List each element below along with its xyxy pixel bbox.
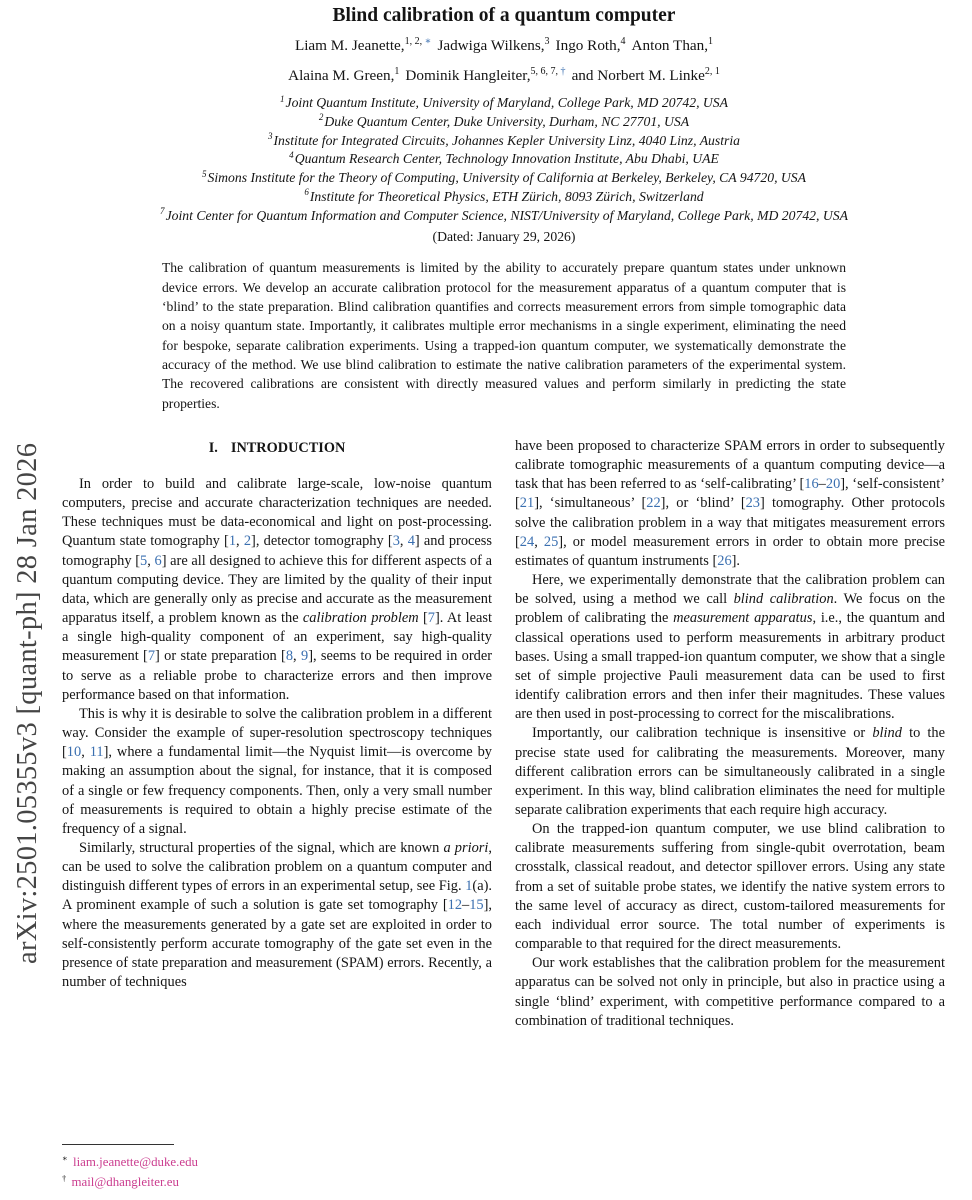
affiliation-number: 3 <box>267 131 273 142</box>
citation-link[interactable]: 9 <box>300 648 309 665</box>
paragraph: On the trapped-ion quantum computer, we use blind calibration to calibrate measurements suffering from single-qubit overrotation, beam crosstalk, classical readout, and detector spillover errors. Using any state from a set of suitable probe states, we identify the native system errors to the same level of accuracy as direct, custom-tailored measurements for each individual error source. The total number of experiments is comparable to that required for the direct measurements. <box>515 821 945 953</box>
affiliation-text: Institute for Theoretical Physics, ETH Zürich, 8093 Zürich, Switzerland <box>309 188 704 204</box>
affiliation <box>62 113 946 132</box>
affiliation <box>62 207 946 226</box>
author <box>295 37 432 54</box>
author-superscript: 1 <box>394 65 400 77</box>
citation-link[interactable]: 5 <box>140 552 148 569</box>
author-name: Alaina M. Green, <box>288 67 395 85</box>
author <box>632 37 714 54</box>
affiliation <box>62 94 946 113</box>
section-heading <box>62 439 492 458</box>
affiliation-text: Institute for Integrated Circuits, Johannes Kepler University Linz, 4040 Linz, Austria <box>273 132 741 148</box>
citation-link[interactable]: 1 <box>465 878 473 895</box>
author-name: Anton Than, <box>631 37 709 54</box>
affiliation-text: Simons Institute for the Theory of Computing, University of California at Berkeley, Berkeley, CA 94720, USA <box>207 170 806 186</box>
citation-link[interactable]: 21 <box>519 495 535 512</box>
footnote-symbol: † <box>62 1172 67 1183</box>
footnote <box>62 1152 492 1172</box>
citation-link[interactable]: 6 <box>154 552 162 569</box>
author-superscript: 1, 2, ∗ <box>404 35 432 47</box>
citation-link[interactable]: 7 <box>147 648 156 665</box>
citation-link[interactable]: 1 <box>228 533 237 550</box>
right-column <box>515 437 945 1192</box>
author-superscript: 5, 6, 7, † <box>530 65 566 77</box>
affiliation-number: 1 <box>279 93 285 104</box>
citation-link[interactable]: 2 <box>243 533 252 550</box>
author <box>288 67 399 84</box>
citation-link[interactable]: 3 <box>392 533 400 550</box>
paper-content <box>62 0 946 1189</box>
affiliation-text: Joint Quantum Institute, University of Maryland, College Park, MD 20742, USA <box>285 95 728 111</box>
citation-link[interactable]: 20 <box>825 476 841 493</box>
footnotes <box>62 1144 492 1192</box>
affiliation <box>62 188 946 207</box>
author-line-1 <box>62 35 946 57</box>
affiliation-number: 4 <box>289 149 294 160</box>
author-superscript: 1 <box>708 35 714 47</box>
affiliation-text: Quantum Research Center, Technology Innovation Institute, Abu Dhabi, UAE <box>294 151 719 167</box>
author-name: and Norbert M. Linke <box>571 67 705 85</box>
author <box>556 37 626 54</box>
author-superscript: 3 <box>544 35 550 47</box>
citation-link[interactable]: 7 <box>427 610 435 627</box>
citation-link[interactable]: 22 <box>646 495 661 512</box>
paragraph: This is why it is desirable to solve the calibration problem in a different way. Consider the example of super-resolution spectroscopy techniques [10, 11], where a fundamental limit—the Nyquist limit—is overcome by making an assumption about the signal, for instance, that it is composed of a single or few frequency components. Then, only a very small number of measurements is required to obtain a highly precise estimate of the frequency of a signal. <box>62 705 492 837</box>
paragraph: In order to build and calibrate large-scale, low-noise quantum computers, precise and accurate characterization techniques are needed. These techniques must be data-economical and light on post-processing. Quantum state tomography [1, 2], detector tomography [3, 4] and process tomography [5, 6] are all designed to achieve this for different aspects of a quantum computing device. They are limited by the quality of their input data, which are generally only as precise and accurate as the measurement apparatus itself, a problem known as the calibration problem [7]. At least a single high-quality component of an experiment, say high-quality measurement [7] or state preparation [8, 9], seems to be required in order to serve as a reliable probe to characterize errors and then improve performance based on that information. <box>62 476 493 703</box>
citation-link[interactable]: 12 <box>447 897 463 914</box>
author-line-2 <box>62 65 946 87</box>
citation-link[interactable]: 26 <box>717 552 732 569</box>
affiliation-number: 2 <box>318 112 324 123</box>
citation-link[interactable]: 24 <box>519 533 535 550</box>
paragraph: Similarly, structural properties of the signal, which are known a priori, can be used to solve the calibration problem on a quantum computer and distinguish different types of errors in an experimental setup, see Fig. 1(a). A prominent example of such a solution is gate set tomography [12–15], where the measurements generated by a gate set are exploited in order to self-consistently perform accurate tomography of the gate set even in the presence of state preparation and measurement (SPAM) errors. Recently, a number of techniques <box>62 839 492 991</box>
citation-link[interactable]: 25 <box>543 533 559 550</box>
author <box>572 67 720 84</box>
author-name: Jadwiga Wilkens, <box>437 37 545 54</box>
author-name: Dominik Hangleiter, <box>405 67 531 85</box>
footnote-marker-link[interactable]: ∗ <box>422 35 432 47</box>
affiliation-number: 5 <box>201 168 207 179</box>
author <box>437 37 549 54</box>
footnote-rule <box>62 1144 174 1145</box>
citation-link[interactable]: 16 <box>804 476 819 493</box>
citation-link[interactable]: 15 <box>469 897 484 914</box>
paragraph: Importantly, our calibration technique is insensitive or blind to the precise state used for calibrating the measurements. Moreover, many different calibration errors can be simultaneously calibrated in a single experiment. In this way, blind calibration eliminates the need for multiple separate calibration experiments that each require high accuracy. <box>515 725 945 818</box>
paper-title: Blind calibration of a quantum computer <box>332 5 676 26</box>
affiliation-number: 7 <box>160 206 165 217</box>
section-title: INTRODUCTION <box>230 440 346 456</box>
paragraph: have been proposed to characterize SPAM errors in order to subsequently calibrate tomographic measurements of a quantum computing device—a task that has been referred to as ‘self-calibrating’ [16–20], ‘self-consistent’ [21], ‘simultaneous’ [22], or ‘blind’ [23] tomography. Other protocols solve the calibration problem in a way that mitigates measurement errors [24, 25], or model measurement errors in order to obtain more precise estimates of quantum instruments [26]. <box>515 438 945 569</box>
footnote-list <box>62 1152 492 1192</box>
citation-link[interactable]: 4 <box>407 533 415 550</box>
author <box>405 67 565 84</box>
arxiv-watermark: arXiv:2501.05355v3 [quant-ph] 28 Jan 2026 <box>12 442 43 964</box>
paragraph: Our work establishes that the calibration problem for the measurement apparatus can be solved not only in principle, but also in practice using a single ‘blind’ experiment, with competitive performance compared to a combination of traditional techniques. <box>515 955 945 1029</box>
footnote-email-link[interactable]: mail@dhangleiter.eu <box>68 1175 179 1189</box>
date-line: (Dated: January 29, 2026) <box>432 229 576 245</box>
footnote-email-link[interactable]: liam.jeanette@duke.edu <box>69 1155 198 1169</box>
affiliation-number: 6 <box>304 187 309 198</box>
affiliation <box>62 132 946 151</box>
author-superscript: 4 <box>620 35 626 47</box>
citation-link[interactable]: 11 <box>89 744 104 761</box>
footnote-symbol: ∗ <box>62 1152 68 1163</box>
citation-link[interactable]: 10 <box>66 744 82 761</box>
author-name: Liam M. Jeanette, <box>294 37 405 54</box>
section-number: I. <box>208 440 218 456</box>
affiliation <box>62 150 946 169</box>
affiliation <box>62 169 946 188</box>
footnote-marker-link[interactable]: † <box>558 65 566 77</box>
affiliation-text: Joint Center for Quantum Information and Computer Science, NIST/University of Maryland, College Park, MD 20742, USA <box>165 207 848 223</box>
author-superscript: 2, 1 <box>704 65 720 77</box>
abstract: The calibration of quantum measurements is limited by the ability to accurately prepare quantum states under unknown device errors. We develop an accurate calibration protocol for the measurement apparatus of a quantum computer that is ‘blind’ to the state preparation. Blind calibration quantifies and corrects measurement errors from simple tomographic data on a noisy quantum state. Importantly, it calibrates multiple error mechanisms in a single experiment, eliminating the need for bespoke, separate calibration experiments. Using a trapped-ion quantum computer, we systematically demonstrate the accuracy of the method. We use blind calibration to estimate the native calibration parameters of the experimental system. The recovered calibrations are consistent with directly measured values and perform similarly in predicting the state properties. <box>162 260 846 411</box>
left-column-paragraphs <box>62 475 492 992</box>
left-column <box>62 437 492 1192</box>
affiliations <box>62 94 946 225</box>
footnote <box>62 1172 492 1192</box>
citation-link[interactable]: 23 <box>745 495 760 512</box>
citation-link[interactable]: 8 <box>285 648 294 665</box>
paragraph: Here, we experimentally demonstrate that the calibration problem can be solved, using a method we call blind calibration. We focus on the problem of calibrating the measurement apparatus, i.e., the quantum and classical operations used to perform measurements in arbitrary product bases. Using a small trapped-ion quantum computer, we show that a single set of simple projective Pauli measurement data can be used to first identify calibration errors and then infer their magnitudes. These values are then used in post-processing to correct for the miscalibrations. <box>515 572 946 723</box>
affiliation-text: Duke Quantum Center, Duke University, Durham, NC 27701, USA <box>324 113 690 129</box>
author-name: Ingo Roth, <box>555 37 621 54</box>
two-column-body <box>62 437 946 1192</box>
